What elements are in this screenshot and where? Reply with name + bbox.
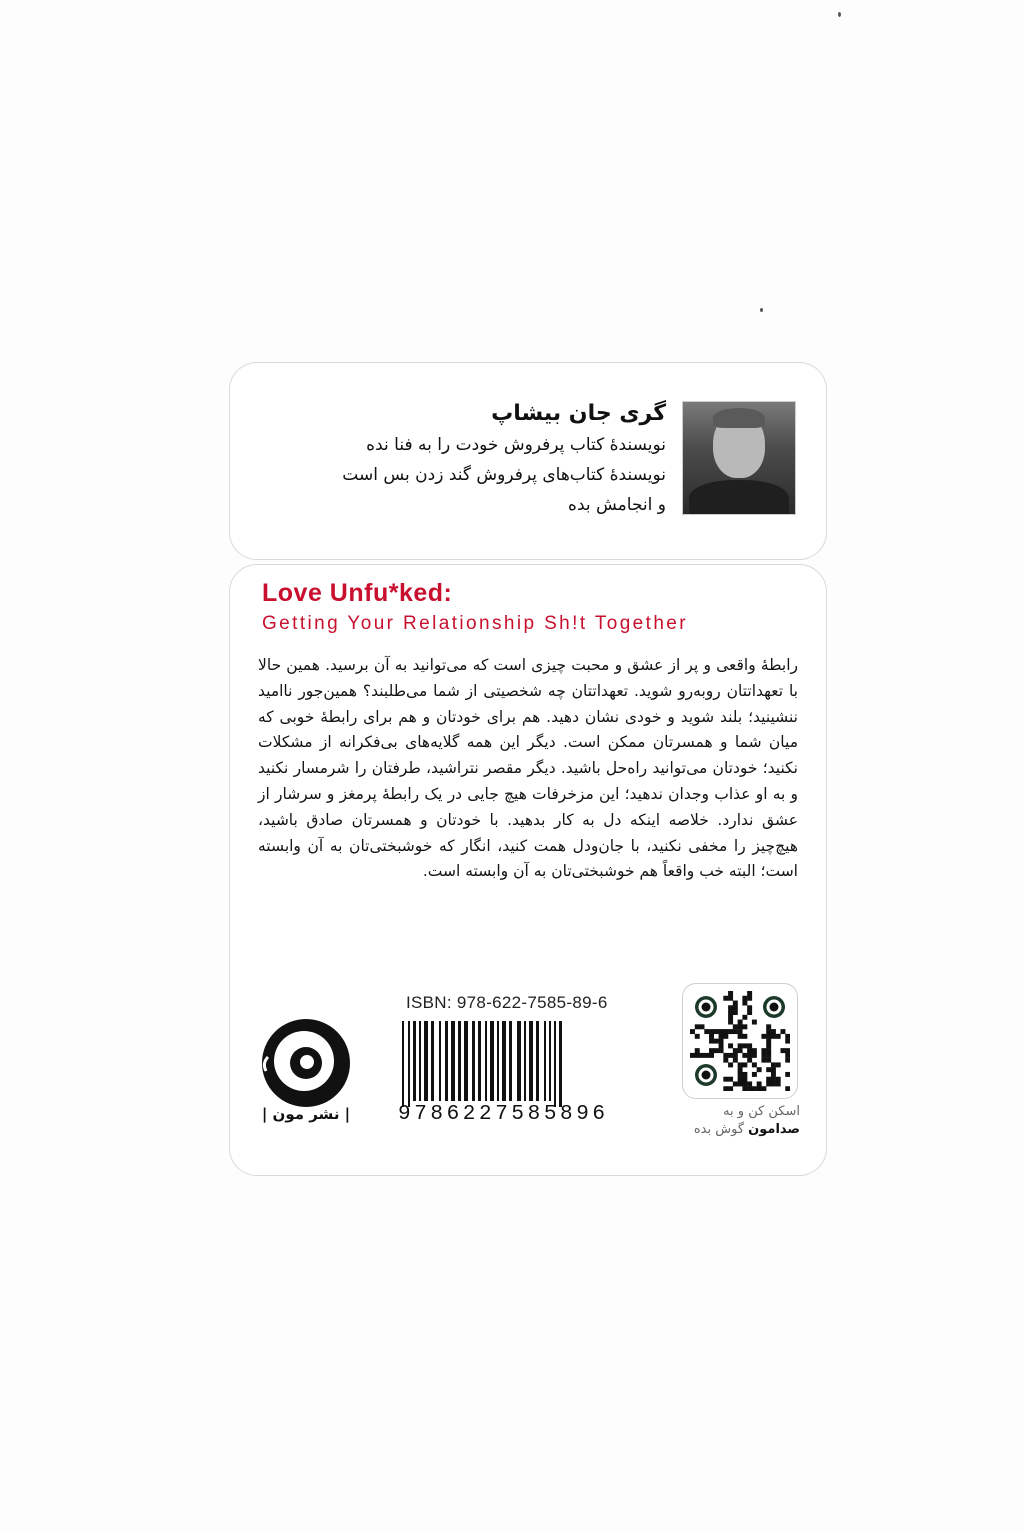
- author-bio-line-3: و انجامش بده: [568, 495, 666, 515]
- qr-module: [728, 1077, 733, 1082]
- qr-module: [719, 1029, 724, 1034]
- qr-module: [728, 1020, 733, 1025]
- qr-module: [695, 1034, 700, 1039]
- qr-module: [733, 1048, 738, 1053]
- qr-module: [742, 996, 747, 1001]
- qr-module: [695, 1024, 700, 1029]
- barcode-bar: [497, 1021, 499, 1101]
- qr-module: [785, 1058, 790, 1063]
- qr-module: [776, 1077, 781, 1082]
- qr-module: [690, 1029, 695, 1034]
- qr-finder-center: [702, 1003, 711, 1012]
- qr-module: [723, 996, 728, 1001]
- qr-module: [728, 1053, 733, 1058]
- qr-module: [742, 1034, 747, 1039]
- qr-module: [728, 1010, 733, 1015]
- barcode-bar: [445, 1021, 448, 1101]
- barcode-bar: [424, 1021, 428, 1101]
- qr-module: [723, 1053, 728, 1058]
- qr-module: [719, 1034, 724, 1039]
- qr-module: [714, 1039, 719, 1044]
- qr-module: [771, 1034, 776, 1039]
- qr-module: [742, 1062, 747, 1067]
- qr-module: [747, 991, 752, 996]
- barcode-bar: [451, 1021, 455, 1101]
- qr-module: [747, 1010, 752, 1015]
- qr-module: [766, 1048, 771, 1053]
- qr-module: [761, 1058, 766, 1063]
- portrait-hair: [713, 408, 765, 428]
- barcode-bar: [529, 1021, 533, 1101]
- qr-code-icon: [690, 991, 790, 1091]
- qr-module: [728, 1043, 733, 1048]
- barcode-bar: [485, 1021, 487, 1101]
- barcode-bar: [458, 1021, 461, 1101]
- qr-module: [723, 1077, 728, 1082]
- qr-module: [742, 1053, 747, 1058]
- qr-module: [776, 1034, 781, 1039]
- qr-module: [738, 1062, 743, 1067]
- barcode-bar: [431, 1021, 434, 1101]
- qr-finder-center: [702, 1071, 711, 1080]
- qr-module: [719, 1043, 724, 1048]
- qr-module: [738, 1067, 743, 1072]
- qr-module: [771, 1062, 776, 1067]
- qr-module: [747, 1086, 752, 1091]
- dust-speck: [760, 308, 763, 312]
- barcode-bar: [536, 1021, 539, 1101]
- qr-module: [728, 1005, 733, 1010]
- description-text: رابطۀ واقعی و پر از عشق و محبت چیزی است که می‌توانید به آن برسید. همین حالا با تعهداتتان روبه‌رو شوید. تعهداتتان چه شخصیتی از شما می‌طلبند؟ همین‌جور ناامید ننشینید؛ بلند شوید و خودی نشان دهید. هم برای خودتان و هم برای رابطۀ خوبی که میان شما و همسرتان ممکن است. دیگر این همه گلایه‌های بی‌فکرانه از مشکلات نکنید؛ خودتان می‌توانید راه‌حل باشید. دیگر مقصر نتراشید، طرفتان را شرمسار نکنید و به او عذاب وجدان ندهید؛ این مزخرفات هیچ جایی در یک رابطۀ پرمغز و سرشار از عشق ندارد. خلاصه اینکه دل به کار بدهید. با خودتان و همسرتان صادق باشید، هیچ‌چیز را مخفی نکنید، با جان‌ودل همت کنید، انگار که خوشبختی‌تان به آن وابسته است؛ البته خب واقعاً هم خوشبختی‌تان به آن وابسته است.: [258, 656, 798, 881]
- qr-module: [700, 1053, 705, 1058]
- qr-module: [766, 1053, 771, 1058]
- qr-module: [738, 1072, 743, 1077]
- qr-module: [761, 1053, 766, 1058]
- barcode-bar: [544, 1021, 546, 1101]
- qr-module: [766, 1039, 771, 1044]
- qr-module: [771, 1072, 776, 1077]
- qr-module: [733, 1010, 738, 1015]
- qr-module: [780, 1048, 785, 1053]
- qr-module: [719, 1048, 724, 1053]
- qr-module: [785, 1072, 790, 1077]
- english-subtitle: Getting Your Relationship Sh!t Together: [262, 613, 688, 634]
- qr-module: [733, 1029, 738, 1034]
- qr-module: [738, 1043, 743, 1048]
- qr-module: [742, 1081, 747, 1086]
- barcode-bar: [402, 1021, 404, 1107]
- barcode-bar: [472, 1021, 475, 1101]
- barcode-bar: [419, 1021, 421, 1101]
- barcode-bar: [554, 1021, 556, 1107]
- qr-module: [752, 1062, 757, 1067]
- barcode-bar: [490, 1021, 494, 1101]
- barcode-bar: [549, 1021, 551, 1101]
- qr-module: [728, 1015, 733, 1020]
- qr-caption-brand: صدامون: [748, 1122, 800, 1137]
- qr-module: [695, 1048, 700, 1053]
- qr-module: [719, 1039, 724, 1044]
- qr-module: [776, 1062, 781, 1067]
- qr-module: [738, 1077, 743, 1082]
- qr-module: [780, 1029, 785, 1034]
- qr-module: [747, 1053, 752, 1058]
- barcode-bar: [478, 1021, 481, 1101]
- qr-module: [747, 996, 752, 1001]
- qr-caption-line1: اسکن کن و به: [723, 1104, 800, 1119]
- qr-module: [766, 1024, 771, 1029]
- qr-module: [733, 1053, 738, 1058]
- qr-module: [738, 1081, 743, 1086]
- qr-module: [771, 1067, 776, 1072]
- qr-module: [700, 1024, 705, 1029]
- portrait-shirt: [689, 480, 789, 515]
- barcode-icon: [398, 1021, 638, 1107]
- qr-module: [785, 1039, 790, 1044]
- qr-module: [766, 1077, 771, 1082]
- qr-module: [771, 1081, 776, 1086]
- qr-module: [723, 1058, 728, 1063]
- qr-module: [771, 1029, 776, 1034]
- qr-module: [733, 1001, 738, 1006]
- qr-module: [733, 1005, 738, 1010]
- qr-module: [742, 1072, 747, 1077]
- qr-module: [776, 1081, 781, 1086]
- qr-module: [738, 1024, 743, 1029]
- qr-module: [766, 1043, 771, 1048]
- qr-module: [728, 996, 733, 1001]
- qr-module: [742, 1024, 747, 1029]
- qr-module: [733, 1081, 738, 1086]
- qr-module: [752, 1086, 757, 1091]
- qr-module: [766, 1058, 771, 1063]
- author-name: گری جان بیشاپ: [491, 401, 666, 426]
- qr-caption: [660, 1103, 800, 1139]
- book-info-card: [229, 564, 827, 1176]
- publisher-name: | نشر مون |: [261, 1105, 351, 1123]
- qr-module: [723, 1029, 728, 1034]
- qr-module: [761, 1086, 766, 1091]
- author-card: [229, 362, 827, 560]
- isbn-label: ISBN: 978-622-7585-89-6: [406, 993, 608, 1012]
- barcode-bar: [464, 1021, 468, 1101]
- barcode-bar: [413, 1021, 416, 1101]
- qr-module: [747, 1048, 752, 1053]
- barcode-bar: [408, 1021, 410, 1107]
- qr-module: [709, 1039, 714, 1044]
- qr-module: [785, 1048, 790, 1053]
- barcode-bar: [524, 1021, 526, 1101]
- qr-module: [728, 1062, 733, 1067]
- qr-module: [752, 1048, 757, 1053]
- qr-module: [766, 1034, 771, 1039]
- author-portrait-icon: [682, 401, 796, 515]
- qr-module: [714, 1029, 719, 1034]
- qr-module: [757, 1086, 762, 1091]
- qr-module: [742, 1077, 747, 1082]
- qr-module: [742, 1015, 747, 1020]
- author-bio-line-1: نویسندۀ کتاب پرفروش خودت را به فنا نده: [366, 435, 666, 455]
- qr-module: [714, 1048, 719, 1053]
- barcode-bar: [502, 1021, 506, 1101]
- qr-module: [709, 1053, 714, 1058]
- qr-module: [761, 1034, 766, 1039]
- barcode-bar: [517, 1021, 521, 1101]
- qr-module: [747, 1058, 752, 1063]
- qr-module: [785, 1034, 790, 1039]
- qr-module: [709, 1029, 714, 1034]
- qr-module: [738, 1034, 743, 1039]
- qr-module: [704, 1029, 709, 1034]
- qr-module: [747, 1005, 752, 1010]
- qr-module: [752, 1020, 757, 1025]
- qr-module: [742, 1043, 747, 1048]
- qr-module: [747, 1081, 752, 1086]
- qr-module: [752, 1053, 757, 1058]
- qr-module: [723, 1086, 728, 1091]
- qr-module: [690, 1053, 695, 1058]
- qr-module: [771, 1077, 776, 1082]
- dust-speck: [838, 12, 841, 17]
- qr-caption-rest: گوش بده: [693, 1122, 745, 1137]
- qr-frame: [682, 983, 798, 1099]
- author-bio-line-2: نویسندۀ کتاب‌های پرفروش گند زدن بس است: [342, 465, 666, 485]
- publisher-logo-icon: [260, 1017, 352, 1109]
- qr-module: [709, 1048, 714, 1053]
- qr-module: [766, 1067, 771, 1072]
- book-description: [258, 653, 798, 885]
- qr-module: [752, 1072, 757, 1077]
- qr-module: [728, 1086, 733, 1091]
- qr-module: [695, 1053, 700, 1058]
- qr-finder-center: [770, 1003, 779, 1012]
- barcode-bar: [439, 1021, 441, 1101]
- barcode-digits: 9786227585896: [398, 1103, 609, 1126]
- qr-module: [766, 1029, 771, 1034]
- english-title: Love Unfu*ked:: [262, 579, 453, 607]
- qr-module: [733, 1058, 738, 1063]
- barcode-bar: [509, 1021, 512, 1101]
- qr-module: [742, 1001, 747, 1006]
- qr-module: [738, 1029, 743, 1034]
- qr-module: [709, 1034, 714, 1039]
- qr-module: [738, 1020, 743, 1025]
- qr-module: [761, 1048, 766, 1053]
- qr-module: [785, 1086, 790, 1091]
- qr-module: [704, 1053, 709, 1058]
- qr-module: [728, 991, 733, 996]
- qr-module: [738, 1048, 743, 1053]
- qr-module: [733, 1024, 738, 1029]
- qr-module: [766, 1081, 771, 1086]
- qr-module: [757, 1067, 762, 1072]
- qr-module: [723, 1034, 728, 1039]
- qr-module: [785, 1053, 790, 1058]
- qr-module: [757, 1081, 762, 1086]
- qr-module: [728, 1029, 733, 1034]
- qr-module: [742, 1086, 747, 1091]
- barcode-bar: [559, 1021, 562, 1107]
- qr-module: [747, 1043, 752, 1048]
